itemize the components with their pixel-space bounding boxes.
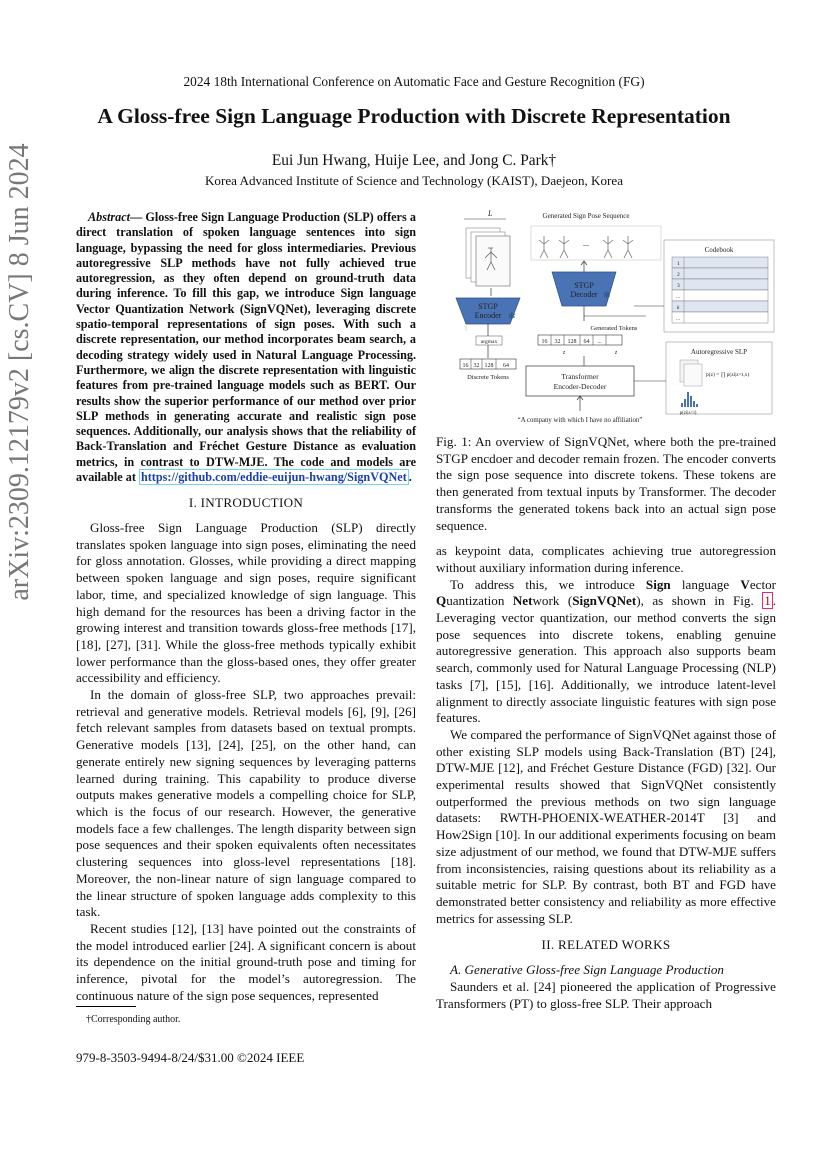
generated-sequence-title: Generated Sign Pose Sequence <box>542 212 630 220</box>
input-sentence: “A company with which I have no affiliation” <box>517 417 643 424</box>
codebook-index: 2 <box>677 272 680 278</box>
code-link[interactable]: https://github.com/eddie-euijun-hwang/SignVQNet <box>140 470 407 485</box>
discrete-token: 32 <box>473 363 480 369</box>
codebook-index: 3 <box>677 283 680 289</box>
transformer-label-1: Transformer <box>561 372 599 381</box>
codebook-title: Codebook <box>704 246 734 254</box>
figure-caption: Fig. 1: An overview of SignVQNet, where both the pre-trained STGP encdoer and decoder remain frozen. The encoder converts the sign pose sequence into discrete tokens. These tokens are then generated from textual inputs by Transformer. The decoder transforms the generated tokens back into an actual sign pose sequence. <box>436 434 776 533</box>
generated-tokens-label: Generated Tokens <box>590 325 638 332</box>
pz-label: p(zi|z<i) <box>679 411 697 416</box>
encoder-label-1: STGP <box>478 302 498 311</box>
intro-paragraph-4: as keypoint data, complicates achieving true autoregression without auxiliary information during inference. <box>436 543 776 575</box>
codebook-index: ... <box>676 294 681 300</box>
generated-pose-strip <box>531 226 661 260</box>
generated-token: 16 <box>541 339 548 345</box>
frozen-snowflake-icon: ✻ <box>603 290 611 300</box>
codebook-index: 1 <box>677 261 680 267</box>
abstract <box>76 210 416 485</box>
discrete-token: 128 <box>484 363 494 369</box>
frozen-snowflake-icon: ✻ <box>508 311 516 321</box>
intro-paragraph-1: Gloss-free Sign Language Production (SLP) directly translates spoken language into sign poses, eliminating the need for gloss annotation. Glosses, while providing a direct mapping between spoken language and sign poses, require significant labor, time, and specialized knowledge of sign language. This high demand for the resources has been a driving factor in the growing interest and transition towards gloss-free methods [17], [18], [27], [31]. While the gloss-free methods typically exhibit lower performance than the gloss-based ones, they offer greater accessibility and efficiency. <box>76 520 416 686</box>
section-heading-introduction: I. INTRODUCTION <box>188 495 304 511</box>
discrete-tokens-label: Discrete Tokens <box>467 374 509 381</box>
isbn-copyright: 979-8-3503-9494-8/24/$31.00 ©2024 IEEE <box>76 1050 305 1065</box>
intro-paragraph-2: In the domain of gloss-free SLP, two approaches prevail: retrieval and generative models. Retrieval models [6], [9], [26] fetch relevant samples from datasets based on textual prompts. Generative models [13], [24], [25], on the other hand, can generate entirely new signing sequences by leveraging patterns learned during training. This capability to produce diverse outputs makes generative models a compelling choice for SLP, which is the focus of our research. However, the generative models face a few challenges. The length disparity between sign pose sequences and their spoken equivalents often necessitates clustering sequences into gloss-level representations [18]. Moreover, the non-linear nature of sign language compared to the linear structure of spoken language adds complexity to this task. <box>76 687 416 920</box>
z-label: z <box>562 350 566 356</box>
pose-frame <box>476 236 510 286</box>
discrete-token: 64 <box>503 363 509 369</box>
conference-header: 2024 18th International Conference on Automatic Face and Gesture Recognition (FG) <box>183 74 645 89</box>
codebook-index: ... <box>676 316 681 322</box>
intro-paragraph-5: To address this, we introduce Sign language Vector Quantization Network (SignVQNet), as shown in Fig. 1 . Leveraging vector quantization, our method converts the sign pose sequences into discrete tokens, enabling genuine autoregressive generation. This approach also supports beam search, commonly used for Natural Language Processing (NLP) tasks [7], [15], [16]. Additionally, we introduce latent-level alignment to directly associate linguistic features with sign pose features. <box>436 576 777 726</box>
figure-1-reference-link[interactable]: 1 <box>764 593 771 609</box>
encoder-label-2: Encoder <box>474 311 502 320</box>
intro-paragraph-6: We compared the performance of SignVQNet against those of other existing SLP models using Back-Translation (BT) [24], DTW-MJE [12], and Fréchet Gesture Distance (FGD) [32]. Our experimental results showed that SignVQNet consistently outperformed the previous methods on two sign language datasets: RWTH-PHOENIX-WEATHER-2014T [3] and How2Sign [10]. In our additional experiments focusing on beam size adjustment of our method, we found that DTW-MJE suffers from inconsistencies, raising questions about its reliability as a suitable metric for SLP. By contrast, both BT and FGD have demonstrated better consistency and reliability as more effective metrics for assessing SLP. <box>436 726 776 926</box>
paper-title: A Gloss-free Sign Language Production with Discrete Representation <box>97 104 731 128</box>
affiliation: Korea Advanced Institute of Science and Technology (KAIST), Daejeon, Korea <box>204 173 624 188</box>
transformer-block <box>526 366 634 396</box>
discrete-token: 16 <box>462 363 469 369</box>
abstract-end: . <box>408 470 412 485</box>
subsection-heading: A. Generative Gloss-free Sign Language Production <box>450 962 724 978</box>
generated-token: 128 <box>567 339 577 345</box>
ar-formula: p(z) = ∏ p(zi|z<i,x) <box>706 372 750 378</box>
related-paragraph-1: Saunders et al. [24] pioneered the application of Progressive Transformers (PT) to gloss-free SLP. Their approach <box>436 978 776 1011</box>
codebook-index: k <box>677 305 680 311</box>
right-column <box>436 434 776 1012</box>
codebook-rows <box>672 257 768 323</box>
footnote-divider <box>76 1006 136 1007</box>
autoregressive-title: Autoregressive SLP <box>690 348 748 356</box>
left-column <box>76 210 416 1004</box>
abstract-text: — Gloss-free Sign Language Production (SLP) offers a direct translation of spoken language sentences into sign language, bypassing the need for gloss intermediaries. Previous autoregressive SLP methods have not fully achieved true autoregression, as they often depend on ground-truth data during inference. To fill this gap, we introduce Sign language Vector Quantization Network (SignVQNet), leveraging discrete spatio-temporal representations of sign poses. With such a discrete representation, our method incorporates beam search, a decoding strategy widely used in Natural Language Processing. Furthermore, we align the discrete representation with linguistic features from pre-trained language models such as BERT. Our results show the superior performance of our method over prior SLP methods in generating accurate and realistic sign pose sequences. Additionally, our analysis shows that the reliability of Back-Translation and Fréchet Gesture Distance as evaluation metrics, in contrast to DTW-MJE. The code and models are available at <box>76 210 416 485</box>
section-heading-related-works: II. RELATED WORKS <box>541 937 671 953</box>
footnote: †Corresponding author. <box>86 1014 181 1025</box>
intro-paragraph-3: Recent studies [12], [13] have pointed out the constraints of the model introduced earlier [24]. A significant concern is about its dependence on the initial ground-truth pose and timing for inference, pivotal for the model’s autoregression. The continuous nature of the sign pose sequences, represented <box>76 920 416 1003</box>
decoder-label-2: Decoder <box>570 290 598 299</box>
generated-token: ... <box>597 339 602 345</box>
figure-1-overview <box>436 206 776 432</box>
generated-token: 32 <box>554 339 561 345</box>
generated-token: 64 <box>583 339 590 345</box>
fig-label-L: L <box>488 209 493 218</box>
argmax-label: argmax <box>480 339 498 345</box>
transformer-label-2: Encoder-Decoder <box>553 382 607 391</box>
author-list: Eui Jun Hwang, Huije Lee, and Jong C. Park† <box>271 152 557 169</box>
arxiv-id: arXiv:2309.12179v2 [cs.CV] 8 Jun 2024 <box>4 143 35 601</box>
abstract-label: Abstract <box>88 210 130 224</box>
z-label: z <box>614 350 618 356</box>
svg-text:...: ... <box>583 239 589 248</box>
decoder-label-1: STGP <box>574 281 594 290</box>
